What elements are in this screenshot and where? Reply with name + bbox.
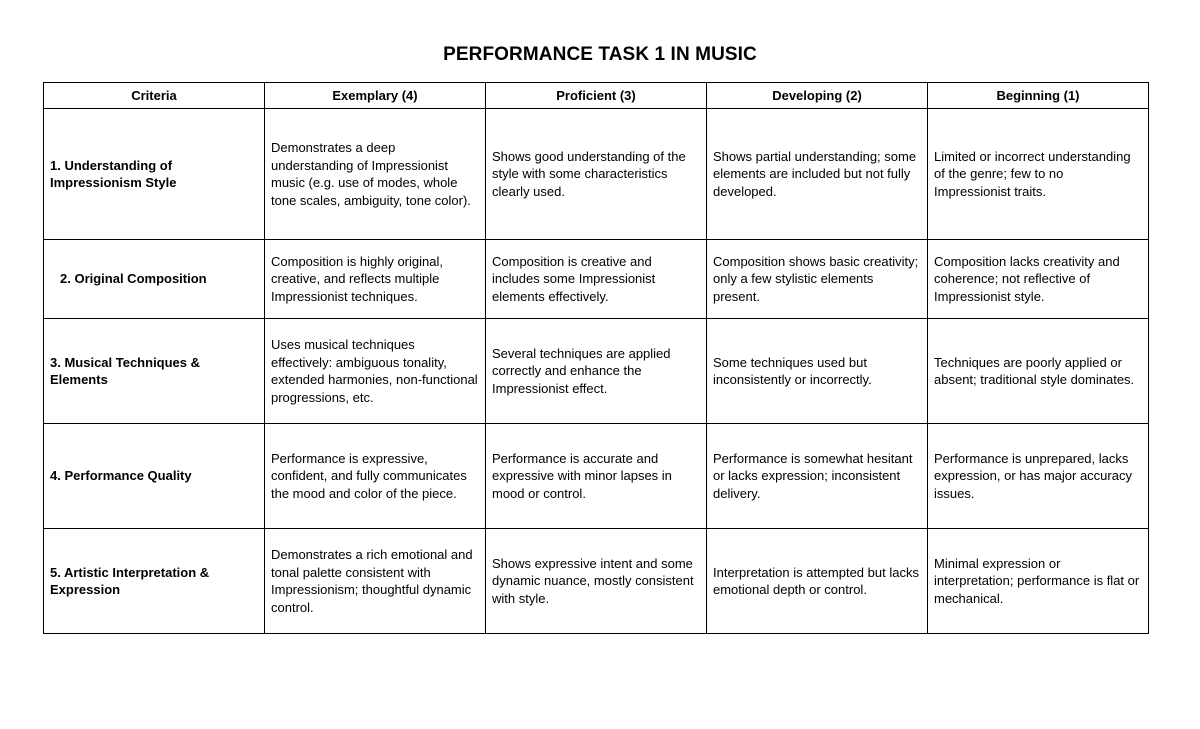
exemplary-cell: Uses musical techniques effectively: ambiguous tonality, extended harmonies, non-functional progressions, etc. [265,319,486,424]
proficient-cell: Several techniques are applied correctly and enhance the Impressionist effect. [486,319,707,424]
table-row [44,109,1149,240]
developing-cell: Composition shows basic creativity; only a few stylistic elements present. [707,240,928,319]
beginning-cell: Limited or incorrect understanding of the genre; few to no Impressionist traits. [928,109,1149,240]
header-beginning: Beginning (1) [928,83,1149,109]
table-header-row [44,83,1149,109]
header-exemplary: Exemplary (4) [265,83,486,109]
exemplary-cell: Demonstrates a deep understanding of Impressionist music (e.g. use of modes, whole tone scales, ambiguity, tone color). [265,109,486,240]
beginning-cell: Minimal expression or interpretation; performance is flat or mechanical. [928,529,1149,634]
rubric-table [43,82,1149,634]
table-row [44,240,1149,319]
proficient-cell: Shows good understanding of the style with some characteristics clearly used. [486,109,707,240]
proficient-cell: Performance is accurate and expressive with minor lapses in mood or control. [486,424,707,529]
criteria-cell: 3. Musical Techniques & Elements [44,319,265,424]
exemplary-cell: Performance is expressive, confident, and fully communicates the mood and color of the piece. [265,424,486,529]
header-proficient: Proficient (3) [486,83,707,109]
beginning-cell: Techniques are poorly applied or absent; traditional style dominates. [928,319,1149,424]
exemplary-cell: Demonstrates a rich emotional and tonal palette consistent with Impressionism; thoughtful dynamic control. [265,529,486,634]
criteria-cell: 2. Original Composition [44,240,265,319]
developing-cell: Shows partial understanding; some elements are included but not fully developed. [707,109,928,240]
proficient-cell: Composition is creative and includes some Impressionist elements effectively. [486,240,707,319]
proficient-cell: Shows expressive intent and some dynamic nuance, mostly consistent with style. [486,529,707,634]
developing-cell: Performance is somewhat hesitant or lacks expression; inconsistent delivery. [707,424,928,529]
beginning-cell: Performance is unprepared, lacks expression, or has major accuracy issues. [928,424,1149,529]
header-developing: Developing (2) [707,83,928,109]
developing-cell: Interpretation is attempted but lacks emotional depth or control. [707,529,928,634]
developing-cell: Some techniques used but inconsistently or incorrectly. [707,319,928,424]
header-criteria: Criteria [44,83,265,109]
criteria-cell: 4. Performance Quality [44,424,265,529]
table-row [44,529,1149,634]
table-row [44,424,1149,529]
beginning-cell: Composition lacks creativity and coherence; not reflective of Impressionist style. [928,240,1149,319]
criteria-cell: 1. Understanding of Impressionism Style [44,109,265,240]
criteria-cell: 5. Artistic Interpretation & Expression [44,529,265,634]
exemplary-cell: Composition is highly original, creative, and reflects multiple Impressionist techniques. [265,240,486,319]
table-row [44,319,1149,424]
page-title: PERFORMANCE TASK 1 IN MUSIC [443,44,757,65]
